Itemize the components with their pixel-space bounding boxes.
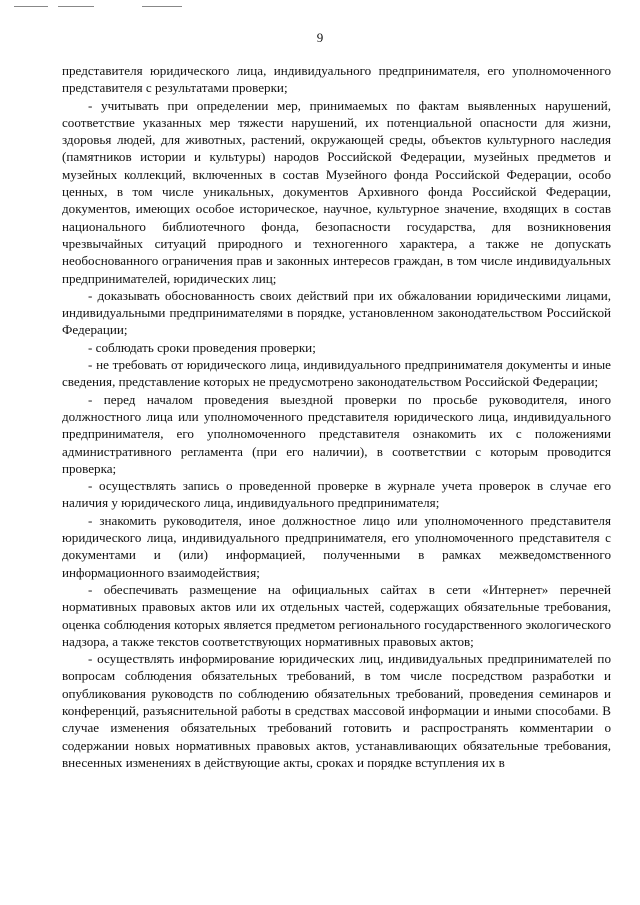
paragraph: - доказывать обоснованность своих действий при их обжаловании юридическими лицами, индивидуальными предпринимателями в порядке, установленном законодательством Российской Федерации; (62, 287, 611, 338)
paragraph: - учитывать при определении мер, принимаемых по фактам выявленных нарушений, соответствие указанных мер тяжести нарушений, их потенциальной опасности для жизни, здоровья людей, для животных, растений, окружающей среды, объектов культурного наследия (памятников истории и культуры) народов Российской Федерации, музейных предметов и музейных коллекций, включенных в состав Музейного фонда Российской Федерации, особо ценных, в том числе уникальных, документов Архивного фонда Российской Федерации, документов, имеющих особое историческое, научное, культурное значение, входящих в состав национального библиотечного фонда, безопасности государства, для возникновения чрезвычайных ситуаций природного и техногенного характера, а также не допускать необоснованного ограничения прав и законных интересов граждан, в том числе индивидуальных предпринимателей, юридических лиц; (62, 97, 611, 286)
paragraph: - перед началом проведения выездной проверки по просьбе руководителя, иного должностного лица или уполномоченного представителя юридического лица, индивидуального предпринимателя, его уполномоченного представителя ознакомить их с положениями административного регламента (при его наличии), в соответствии с которым проводится проверка; (62, 391, 611, 476)
paragraph: - знакомить руководителя, иное должностное лицо или уполномоченного представителя юридического лица, индивидуального предпринимателя, его уполномоченного представителя с документами и (или) информацией, полученными в рамках межведомственного информационного взаимодействия; (62, 512, 611, 580)
paragraph-continuation: представителя юридического лица, индивидуального предпринимателя, его уполномоченного представителя с результатами проверки; (62, 63, 611, 96)
scan-artifact-line (58, 6, 94, 7)
page-number: 9 (316, 30, 324, 45)
paragraph: - соблюдать сроки проведения проверки; (88, 339, 316, 355)
scan-artifact-line (14, 6, 48, 7)
document-body (62, 62, 611, 771)
scan-artifact-line (142, 6, 182, 7)
paragraph: - не требовать от юридического лица, индивидуального предпринимателя документы и иные сведения, представление которых не предусмотрено законодательством Российской Федерации; (62, 357, 611, 390)
paragraph: - обеспечивать размещение на официальных сайтах в сети «Интернет» перечней нормативных правовых актов или их отдельных частей, содержащих обязательные требования, оценка соблюдения которых является предметом регионального государственного экологического надзора, а также текстов соответствующих нормативных правовых актов; (62, 581, 611, 649)
paragraph: - осуществлять информирование юридических лиц, индивидуальных предпринимателей по вопросам соблюдения обязательных требований, в том числе посредством разработки и опубликования руководств по соблюдению обязательных требований, проведения семинаров и конференций, разъяснительной работы в средствах массовой информации и иными способами. В случае изменения обязательных требований готовить и распространять комментарии о содержании новых нормативных правовых актов, устанавливающих обязательные требования, внесенных изменениях в действующие акты, сроках и порядке вступления их в (62, 651, 611, 770)
paragraph: - осуществлять запись о проведенной проверке в журнале учета проверок в случае его наличия у юридического лица, индивидуального предпринимателя; (62, 478, 611, 511)
